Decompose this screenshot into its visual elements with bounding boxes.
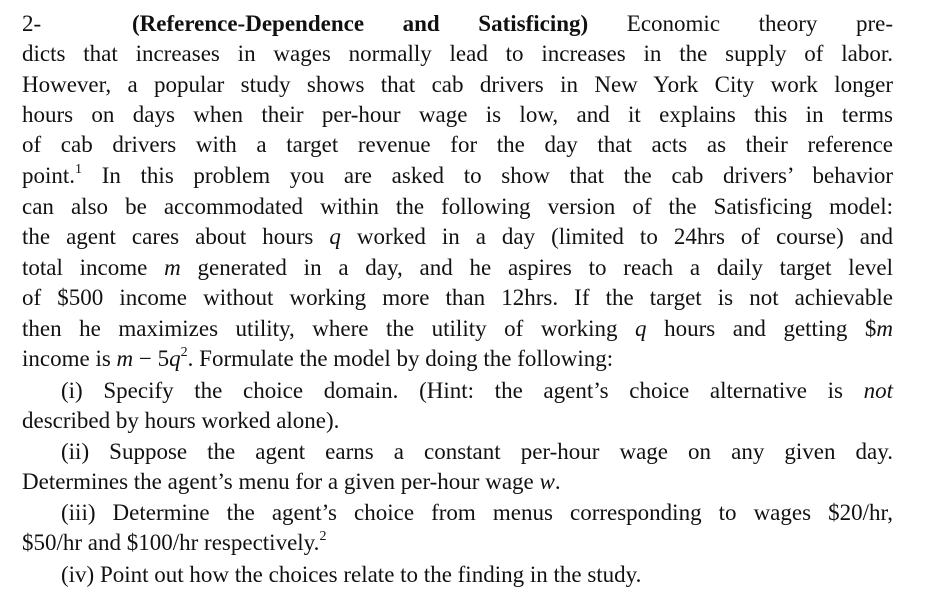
text-fragment: then he maximizes utility, where the utility of working bbox=[22, 316, 636, 341]
subquestion-iv: (iv) Point out how the choices relate to the finding in the study. bbox=[61, 562, 642, 587]
math-variable: q bbox=[329, 224, 341, 249]
exponent: 2 bbox=[180, 345, 188, 361]
problem-title: (Reference-Dependence and Satisficing) bbox=[132, 11, 589, 36]
footnote-marker: 1 bbox=[75, 162, 83, 178]
text-line: hours on days when their per-hour wage is low, and it explains this in terms bbox=[22, 102, 893, 127]
subquestion-ii: (ii) Suppose the agent earns a constant per-hour wage on any given day. bbox=[61, 439, 893, 464]
text-fragment: (i) Specify the choice domain. (Hint: the agent’s choice alternative is bbox=[61, 378, 864, 403]
text-fragment: . Formulate the model by doing the following: bbox=[187, 346, 614, 371]
text-line: can also be accommodated within the following version of the Satisficing model: bbox=[22, 194, 893, 219]
text-fragment: worked in a day (limited to 24hrs of course) and bbox=[340, 224, 893, 249]
math-variable: m bbox=[876, 316, 893, 341]
text-line bbox=[22, 253, 893, 283]
text-line: dicts that increases in wages normally lead to increases in the supply of labor. bbox=[22, 41, 893, 66]
math-variable: q bbox=[635, 316, 647, 341]
text-line bbox=[22, 314, 893, 344]
text-fragment: the agent cares about hours bbox=[22, 224, 330, 249]
text-line bbox=[22, 528, 893, 558]
emphasis: not bbox=[863, 378, 893, 403]
text-fragment: generated in a day, and he aspires to reach a daily target level bbox=[180, 255, 893, 280]
text-line: of $500 income without working more than 12hrs. If the target is not achievable bbox=[22, 285, 893, 310]
text-fragment: $50/hr and $100/hr respectively. bbox=[22, 530, 320, 555]
text-line bbox=[22, 161, 893, 191]
text-fragment: hours and getting $ bbox=[646, 316, 877, 341]
text-line bbox=[22, 344, 893, 374]
text-line bbox=[22, 467, 893, 497]
text-fragment: total income bbox=[22, 255, 165, 280]
text-line: described by hours worked alone). bbox=[22, 408, 340, 433]
text-fragment: − 5 bbox=[133, 346, 170, 371]
text-fragment: Determines the agent’s menu for a given per-hour wage bbox=[22, 469, 540, 494]
math-variable: m bbox=[116, 346, 134, 371]
math-variable: m bbox=[164, 255, 181, 280]
problem-number: 2- bbox=[22, 11, 42, 36]
footnote-marker: 2 bbox=[319, 529, 327, 545]
text-line: However, a popular study shows that cab drivers in New York City work longer bbox=[22, 72, 893, 97]
math-variable: q bbox=[169, 346, 181, 371]
text-fragment: . bbox=[554, 469, 561, 494]
text-line: of cab drivers with a target revenue for the day that acts as their reference bbox=[22, 132, 893, 157]
text-line bbox=[22, 222, 893, 252]
subquestion-iii: (iii) Determine the agent’s choice from menus corresponding to wages $20/hr, bbox=[61, 500, 893, 525]
problem-header-line bbox=[22, 9, 893, 39]
math-variable: w bbox=[539, 469, 555, 494]
subquestion-i bbox=[61, 376, 893, 406]
text-fragment: In this problem you are asked to show that the cab drivers’ behavior bbox=[82, 163, 893, 188]
text-line: Economic theory pre- bbox=[626, 11, 893, 36]
text-fragment: point. bbox=[22, 163, 76, 188]
text-fragment: income is bbox=[22, 346, 117, 371]
